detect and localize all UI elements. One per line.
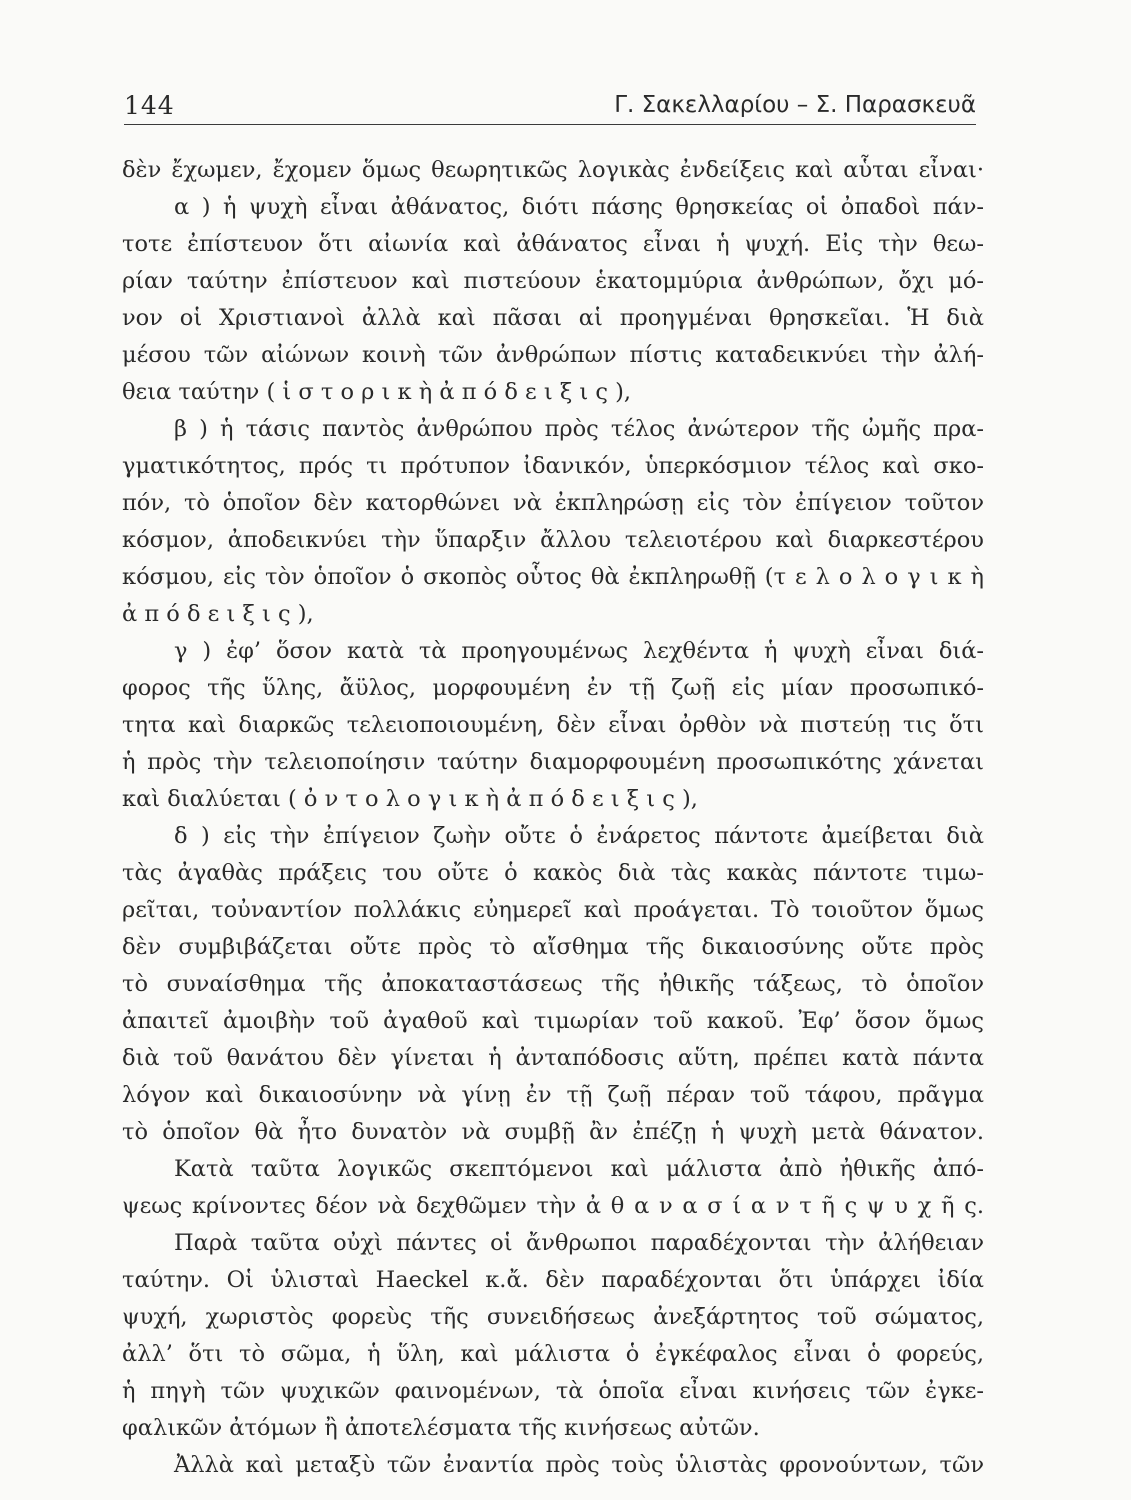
text-line: τὸ συναίσθημα τῆς ἀποκαταστάσεως τῆς ἠθικῆς τάξεως, τὸ ὁποῖον bbox=[122, 971, 984, 997]
text-line: τὰς ἀγαθὰς πράξεις του οὔτε ὁ κακὸς διὰ τὰς κακὰς πάντοτε τιμω- bbox=[122, 860, 984, 886]
text-line: ἡ πρὸς τὴν τελειοποίησιν ταύτην διαμορφουμένη προσωπικότης χάνεται bbox=[122, 749, 984, 775]
text-line: ἀ π ό δ ε ι ξ ι ς ), bbox=[122, 601, 314, 627]
running-head-authors: Γ. Σακελλαρίου – Σ. Παρασκευᾶ bbox=[614, 92, 976, 118]
text-line: Ἀλλὰ καὶ μεταξὺ τῶν ἐναντία πρὸς τοὺς ὑλιστὰς φρονούντων, τῶν bbox=[174, 1452, 984, 1478]
body-text bbox=[122, 152, 984, 1484]
text-line: α ) ἡ ψυχὴ εἶναι ἀθάνατος, διότι πάσης θρησκείας οἱ ὀπαδοὶ πάν- bbox=[174, 194, 984, 220]
text-line: ἀλλ’ ὅτι τὸ σῶμα, ἡ ὕλη, καὶ μάλιστα ὁ ἐγκέφαλος εἶναι ὁ φορεύς, bbox=[122, 1341, 984, 1367]
text-line: μέσου τῶν αἰώνων κοινὴ τῶν ἀνθρώπων πίστις καταδεικνύει τὴν ἀλή- bbox=[122, 342, 984, 368]
text-line: φαλικῶν ἀτόμων ἢ ἀποτελέσματα τῆς κινήσεως αὐτῶν. bbox=[122, 1415, 760, 1441]
text-line: γ ) ἐφ’ ὅσον κατὰ τὰ προηγουμένως λεχθέντα ἡ ψυχὴ εἶναι διά- bbox=[174, 638, 984, 664]
text-line: Παρὰ ταῦτα οὐχὶ πάντες οἱ ἄνθρωποι παραδέχονται τὴν ἀλήθειαν bbox=[174, 1230, 984, 1256]
text-line: ρίαν ταύτην ἐπίστευον καὶ πιστεύουν ἑκατομμύρια ἀνθρώπων, ὄχι μό- bbox=[122, 268, 984, 294]
text-line: ψυχή, χωριστὸς φορεὺς τῆς συνειδήσεως ἀνεξάρτητος τοῦ σώματος, bbox=[122, 1304, 984, 1330]
text-line: τὸ ὁποῖον θὰ ἦτο δυνατὸν νὰ συμβῇ ἂν ἐπέζῃ ἡ ψυχὴ μετὰ θάνατον. bbox=[122, 1119, 984, 1145]
text-line: δὲν συμβιβάζεται οὔτε πρὸς τὸ αἴσθημα τῆς δικαιοσύνης οὔτε πρὸς bbox=[122, 934, 984, 960]
page-header bbox=[124, 78, 976, 125]
text-line: κόσμου, εἰς τὸν ὁποῖον ὁ σκοπὸς οὗτος θὰ ἐκπληρωθῇ (τ ε λ ο λ ο γ ι κ ὴ bbox=[122, 564, 984, 590]
text-line: πόν, τὸ ὁποῖον δὲν κατορθώνει νὰ ἐκπληρώσῃ εἰς τὸν ἐπίγειον τοῦτον bbox=[122, 490, 984, 516]
text-line: λόγον καὶ δικαιοσύνην νὰ γίνῃ ἐν τῇ ζωῇ πέραν τοῦ τάφου, πρᾶγμα bbox=[122, 1082, 984, 1108]
text-line: τοτε ἐπίστευον ὅτι αἰωνία καὶ ἀθάνατος εἶναι ἡ ψυχή. Εἰς τὴν θεω- bbox=[122, 231, 984, 257]
text-line: β ) ἡ τάσις παντὸς ἀνθρώπου πρὸς τέλος ἀνώτερον τῆς ὠμῆς πρα- bbox=[174, 416, 984, 442]
text-line: ἀπαιτεῖ ἀμοιβὴν τοῦ ἀγαθοῦ καὶ τιμωρίαν τοῦ κακοῦ. Ἐφ’ ὅσον ὅμως bbox=[122, 1008, 984, 1034]
text-line: ψεως κρίνοντες δέον νὰ δεχθῶμεν τὴν ἀ θ α ν α σ ί α ν τ ῆ ς ψ υ χ ῆ ς. bbox=[122, 1193, 984, 1219]
text-line: διὰ τοῦ θανάτου δὲν γίνεται ἡ ἀνταπόδοσις αὕτη, πρέπει κατὰ πάντα bbox=[122, 1045, 984, 1071]
text-line: νον οἱ Χριστιανοὶ ἀλλὰ καὶ πᾶσαι αἱ προηγμέναι θρησκεῖαι. Ἡ διὰ bbox=[122, 305, 984, 331]
text-line: δὲν ἔχωμεν, ἔχομεν ὅμως θεωρητικῶς λογικὰς ἐνδείξεις καὶ αὗται εἶναι· bbox=[122, 157, 984, 183]
text-line: γματικότητος, πρός τι πρότυπον ἰδανικόν, ὑπερκόσμιον τέλος καὶ σκο- bbox=[122, 453, 984, 479]
text-line: κόσμον, ἀποδεικνύει τὴν ὕπαρξιν ἄλλου τελειοτέρου καὶ διαρκεστέρου bbox=[122, 527, 984, 553]
text-line: τητα καὶ διαρκῶς τελειοποιουμένη, δὲν εἶναι ὀρθὸν νὰ πιστεύῃ τις ὅτι bbox=[122, 712, 984, 738]
text-line: ταύτην. Οἱ ὑλισταὶ Haeckel κ.ἄ. δὲν παραδέχονται ὅτι ὑπάρχει ἰδία bbox=[122, 1267, 984, 1293]
text-line: Κατὰ ταῦτα λογικῶς σκεπτόμενοι καὶ μάλιστα ἀπὸ ἠθικῆς ἀπό- bbox=[174, 1156, 984, 1182]
text-line: θεια ταύτην ( ἱ σ τ ο ρ ι κ ὴ ἀ π ό δ ε ι ξ ι ς ), bbox=[122, 379, 632, 405]
page-number: 144 bbox=[124, 91, 175, 120]
text-line: καὶ διαλύεται ( ὀ ν τ ο λ ο γ ι κ ὴ ἀ π ό δ ε ι ξ ι ς ), bbox=[122, 786, 698, 812]
text-line: ἡ πηγὴ τῶν ψυχικῶν φαινομένων, τὰ ὁποῖα εἶναι κινήσεις τῶν ἐγκε- bbox=[122, 1378, 984, 1404]
text-line: δ ) εἰς τὴν ἐπίγειον ζωὴν οὔτε ὁ ἐνάρετος πάντοτε ἀμείβεται διὰ bbox=[174, 823, 984, 849]
text-line: φορος τῆς ὕλης, ἄϋλος, μορφουμένη ἐν τῇ ζωῇ εἰς μίαν προσωπικό- bbox=[122, 675, 984, 701]
text-line: ρεῖται, τοὐναντίον πολλάκις εὐημερεῖ καὶ προάγεται. Τὸ τοιοῦτον ὅμως bbox=[122, 897, 984, 923]
